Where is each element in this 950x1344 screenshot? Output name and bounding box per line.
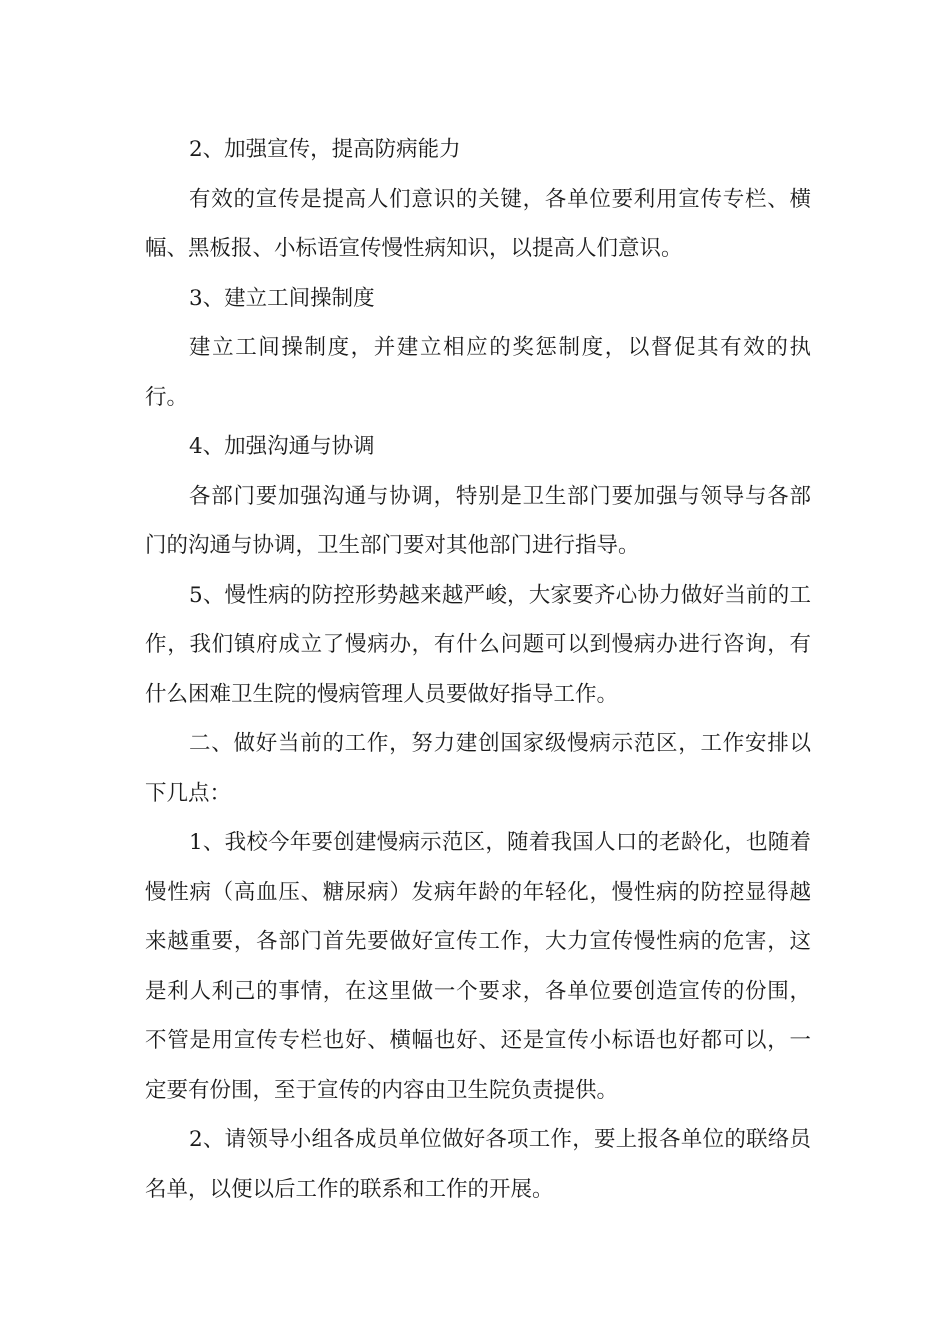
- paragraph-publicity: 有效的宣传是提高人们意识的关键，各单位要利用宣传专栏、横幅、黑板报、小标语宣传慢性病知识，以提高人们意识。: [145, 186, 811, 261]
- paragraph-exercise: 建立工间操制度，并建立相应的奖惩制度，以督促其有效的执行。: [145, 335, 811, 410]
- section-heading-exercise: 3、建立工间操制度: [189, 285, 375, 311]
- paragraph-point-2: 2、请领导小组各成员单位做好各项工作，要上报各单位的联络员名单，以便以后工作的联系和工作的开展。: [145, 1127, 811, 1202]
- paragraph-point-1: 1、我校今年要创建慢病示范区，随着我国人口的老龄化，也随着慢性病（高血压、糖尿病）发病年龄的年轻化，慢性病的防控显得越来越重要，各部门首先要做好宣传工作，大力宣传慢性病的危害，这是利人利己的事情，在这里做一个要求，各单位要创造宣传的份围，不管是用宣传专栏也好、横幅也好、还是宣传小标语也好都可以，一定要有份围，至于宣传的内容由卫生院负责提供。: [145, 830, 811, 1103]
- section-heading-part-two: 二、做好当前的工作，努力建创国家级慢病示范区，工作安排以下几点：: [145, 731, 811, 806]
- paragraph-coordination: 各部门要加强沟通与协调，特别是卫生部门要加强与领导与各部门的沟通与协调，卫生部门要对其他部门进行指导。: [145, 483, 811, 558]
- document-page: [145, 125, 811, 1214]
- paragraph-point-5: 5、慢性病的防控形势越来越严峻，大家要齐心协力做好当前的工作，我们镇府成立了慢病办，有什么问题可以到慢病办进行咨询，有什么困难卫生院的慢病管理人员要做好指导工作。: [145, 582, 811, 707]
- section-heading-publicity: 2、加强宣传，提高防病能力: [189, 137, 461, 162]
- section-heading-coordination: 4、加强沟通与协调: [189, 434, 375, 459]
